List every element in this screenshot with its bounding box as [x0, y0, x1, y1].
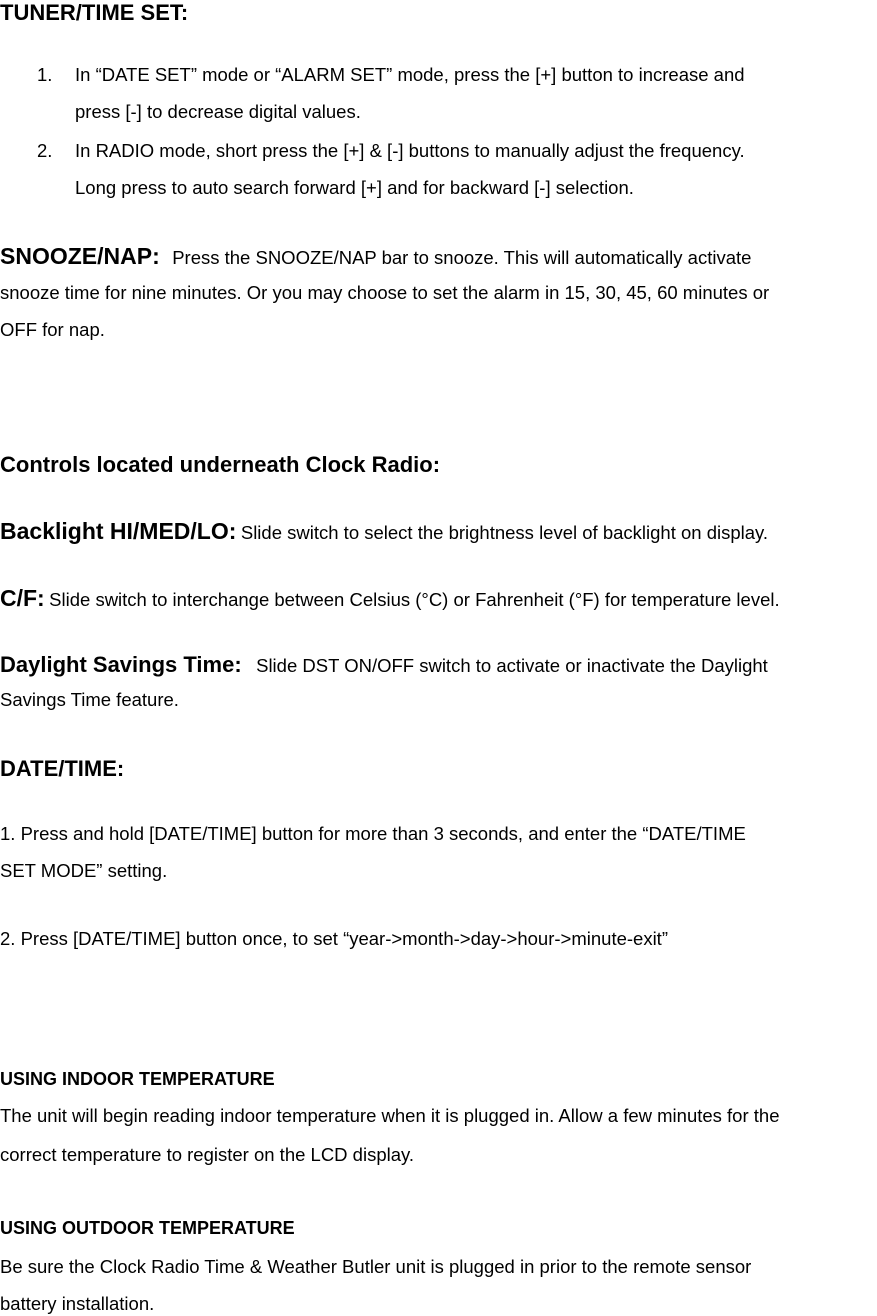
- snooze-label: SNOOZE/NAP:: [0, 243, 160, 269]
- snooze-paragraph: [0, 243, 877, 270]
- dst-paragraph: [0, 652, 877, 678]
- date-time-step2: 2. Press [DATE/TIME] button once, to set “year->month->day->hour->minute-exit”: [0, 928, 668, 949]
- list-text: In “DATE SET” mode or “ALARM SET” mode, press the [+] button to increase and: [75, 64, 745, 85]
- cf-label: C/F:: [0, 585, 45, 611]
- snooze-text-line: OFF for nap.: [0, 319, 105, 340]
- outdoor-heading: USING OUTDOOR TEMPERATURE: [0, 1218, 295, 1238]
- snooze-text-line: snooze time for nine minutes. Or you may choose to set the alarm in 15, 30, 45, 60 minutes or: [0, 282, 770, 303]
- cf-paragraph: [0, 585, 877, 612]
- snooze-text: Press the SNOOZE/NAP bar to snooze. This will automatically activate: [172, 247, 752, 268]
- dst-text: Slide DST ON/OFF switch to activate or inactivate the Daylight: [256, 655, 768, 676]
- date-time-step1: 1. Press and hold [DATE/TIME] button for more than 3 seconds, and enter the “DATE/TIME: [0, 823, 746, 844]
- date-time-step1-cont: SET MODE” setting.: [0, 860, 168, 881]
- outdoor-text-line: battery installation.: [0, 1293, 155, 1314]
- tuner-time-set-heading: TUNER/TIME SET:: [0, 0, 189, 25]
- dst-text-line: Savings Time feature.: [0, 689, 179, 710]
- list-number: 1.: [37, 64, 53, 85]
- list-number: 2.: [37, 140, 53, 161]
- backlight-label: Backlight HI/MED/LO:: [0, 518, 237, 544]
- controls-heading: Controls located underneath Clock Radio:: [0, 452, 441, 477]
- list-text: press [-] to decrease digital values.: [75, 101, 361, 122]
- dst-label: Daylight Savings Time:: [0, 652, 242, 677]
- backlight-text: Slide switch to select the brightness level of backlight on display.: [240, 522, 769, 543]
- cf-text: Slide switch to interchange between Celsius (°C) or Fahrenheit (°F) for temperature level.: [49, 589, 780, 610]
- backlight-paragraph: [0, 518, 877, 545]
- indoor-text-line: correct temperature to register on the LCD display.: [0, 1144, 415, 1165]
- date-time-heading: DATE/TIME:: [0, 756, 125, 781]
- outdoor-text: Be sure the Clock Radio Time & Weather Butler unit is plugged in prior to the remote sensor: [0, 1256, 752, 1277]
- indoor-text: The unit will begin reading indoor temperature when it is plugged in. Allow a few minutes for the: [0, 1105, 780, 1126]
- list-text: In RADIO mode, short press the [+] & [-] buttons to manually adjust the frequency.: [75, 140, 745, 161]
- list-text: Long press to auto search forward [+] and for backward [-] selection.: [75, 177, 634, 198]
- indoor-heading: USING INDOOR TEMPERATURE: [0, 1069, 275, 1089]
